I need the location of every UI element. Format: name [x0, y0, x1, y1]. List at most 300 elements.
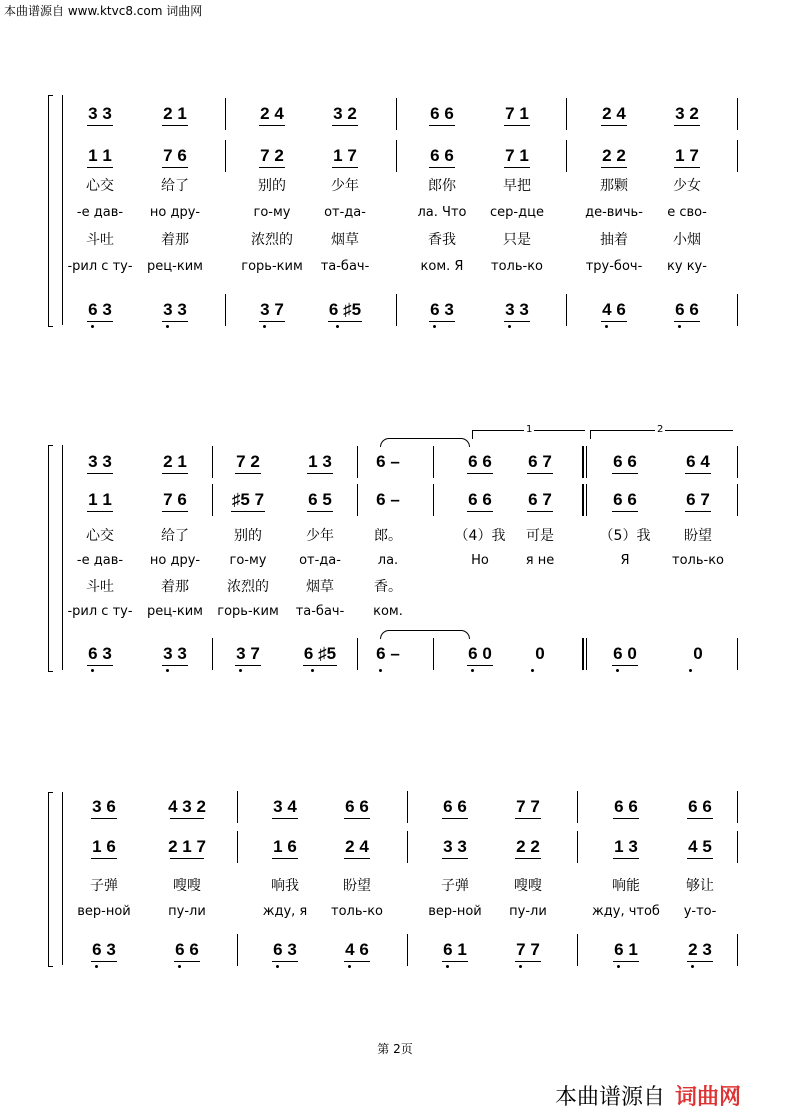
lyric-line-2: от-да-	[324, 205, 366, 220]
lyric-line-1: 盼望	[343, 878, 371, 894]
lyric-line-2: от-да-	[299, 553, 341, 568]
bar-line	[577, 934, 578, 966]
beam-underline	[170, 858, 204, 859]
bar-line	[737, 98, 738, 130]
beam-underline	[307, 511, 333, 512]
bar-line	[212, 638, 213, 670]
system-bracket	[48, 95, 53, 327]
beam-underline	[687, 961, 713, 962]
lyric-line-3: 烟草	[331, 232, 359, 248]
lyric-line-3: 着那	[161, 579, 189, 595]
beam-underline	[162, 167, 188, 168]
note-group-bot: 3 3	[163, 300, 187, 319]
repeat-bar-line	[582, 484, 584, 516]
lyric-line-4: тру-боч-	[585, 259, 643, 274]
beam-underline	[259, 321, 285, 322]
lyric-line-1: 响能	[612, 878, 640, 894]
beam-underline	[429, 167, 455, 168]
lyric-line-1: （5）我	[599, 528, 651, 544]
lyric-line-2: ла.	[377, 553, 399, 568]
beam-underline	[259, 125, 285, 126]
lyric-line-2: -е дав-	[76, 205, 124, 220]
beam-underline	[687, 818, 713, 819]
beam-underline	[527, 473, 553, 474]
beam-underline	[601, 321, 627, 322]
note-group-top: 2 4	[602, 104, 626, 123]
note-group-mid: 2 1 7	[168, 837, 206, 856]
note-group-bot: 6 3	[92, 940, 116, 959]
beam-underline	[303, 665, 337, 666]
lyric-line-2: жду, я	[262, 904, 308, 919]
bar-line	[212, 484, 213, 516]
system-bracket	[48, 445, 53, 672]
note-group-mid: ♯5 7	[231, 490, 265, 509]
note-group-mid: 1 7	[333, 146, 357, 165]
page-number: 第 2页	[377, 1042, 413, 1056]
note-group-bot: 3 3	[505, 300, 529, 319]
lyric-line-3: 只是	[503, 232, 531, 248]
lyric-line-4: та-бач-	[295, 604, 345, 619]
note-group-top: 6 4	[686, 452, 710, 471]
note-group-bot: 3 7	[260, 300, 284, 319]
lower-octave-dot	[446, 965, 449, 968]
lyric-line-3: 斗吐	[86, 579, 114, 595]
note-group-bot: 6 3	[273, 940, 297, 959]
bar-line	[566, 98, 567, 130]
bar-line	[237, 791, 238, 823]
lyric-line-4: рец-ким	[147, 259, 203, 274]
system-bracket	[48, 792, 53, 967]
beam-underline	[162, 511, 188, 512]
note-group-top: 1 3	[308, 452, 332, 471]
bar-line	[225, 98, 226, 130]
note-group-top: 2 1	[163, 452, 187, 471]
beam-underline	[87, 125, 113, 126]
lyric-line-2: у-то-	[683, 904, 717, 919]
lyric-line-1: 够让	[686, 878, 714, 894]
bar-line	[737, 934, 738, 966]
lyric-line-1: 嗖嗖	[514, 878, 542, 894]
beam-underline	[87, 321, 113, 322]
bar-line	[237, 831, 238, 863]
watermark	[555, 1080, 741, 1111]
note-group-mid: 7 6	[163, 490, 187, 509]
lyric-line-1: 子弹	[441, 878, 469, 894]
bar-line	[566, 140, 567, 172]
beam-underline	[504, 125, 530, 126]
note-group-bot: 6 ♯5	[328, 300, 362, 319]
note-group-bot: 2 3	[688, 940, 712, 959]
bar-line	[586, 446, 587, 478]
bar-line	[357, 484, 358, 516]
note-group-top: 2 4	[260, 104, 284, 123]
beam-underline	[235, 665, 261, 666]
note-group-mid: 7 6	[163, 146, 187, 165]
beam-underline	[87, 511, 113, 512]
note-group-mid: 6 7	[686, 490, 710, 509]
lyric-line-3: 斗吐	[86, 232, 114, 248]
beam-underline	[685, 511, 711, 512]
beam-underline	[674, 321, 700, 322]
note-group-mid: 4 5	[688, 837, 712, 856]
beam-underline	[613, 858, 639, 859]
note-group-mid: 3 3	[443, 837, 467, 856]
bar-line	[586, 638, 587, 670]
beam-underline	[344, 818, 370, 819]
beam-underline	[674, 167, 700, 168]
lyric-line-2: Я	[620, 553, 630, 568]
lower-octave-dot	[691, 965, 694, 968]
lyric-line-1: 盼望	[684, 528, 712, 544]
beam-underline	[344, 858, 370, 859]
lyric-line-2: го-му	[229, 553, 267, 568]
note-group-mid: 7 2	[260, 146, 284, 165]
beam-underline	[272, 818, 298, 819]
beam-underline	[467, 473, 493, 474]
lyric-line-2: е сво-	[667, 205, 707, 220]
beam-underline	[235, 473, 261, 474]
lyric-line-2: пу-ли	[509, 904, 547, 919]
lyric-line-1: 响我	[271, 878, 299, 894]
lower-octave-dot	[336, 325, 339, 328]
beam-underline	[259, 167, 285, 168]
volta-number-2: 2	[657, 424, 664, 435]
beam-underline	[91, 818, 117, 819]
lower-octave-dot	[433, 325, 436, 328]
bar-line	[407, 791, 408, 823]
note-group-bot: 6 –	[376, 644, 400, 663]
lower-octave-dot	[276, 965, 279, 968]
bar-line	[407, 831, 408, 863]
note-group-bot: 6 1	[614, 940, 638, 959]
note-group-bot: 6 1	[443, 940, 467, 959]
bar-line	[737, 140, 738, 172]
bar-line	[577, 791, 578, 823]
lower-octave-dot	[166, 669, 169, 672]
note-group-top: 7 2	[236, 452, 260, 471]
note-group-top: 2 1	[163, 104, 187, 123]
lower-octave-dot	[91, 669, 94, 672]
note-group-top: 6 6	[443, 797, 467, 816]
note-group-top: 3 2	[675, 104, 699, 123]
note-group-top: 7 1	[505, 104, 529, 123]
note-group-mid: 6 5	[308, 490, 332, 509]
note-group-bot: 4 6	[602, 300, 626, 319]
lyric-line-4: ку ку-	[667, 259, 707, 274]
lower-octave-dot	[178, 965, 181, 968]
lyric-line-1: 别的	[234, 528, 262, 544]
beam-underline	[307, 473, 333, 474]
bar-line	[237, 934, 238, 966]
note-group-top: 3 6	[92, 797, 116, 816]
note-group-top: 6 –	[376, 452, 400, 471]
beam-underline	[344, 961, 370, 962]
lyric-line-1: 少年	[331, 178, 359, 194]
note-group-mid: 1 3	[614, 837, 638, 856]
lyric-line-1: 子弹	[90, 878, 118, 894]
note-group-top: 3 3	[88, 452, 112, 471]
lyric-line-1: 早把	[503, 178, 531, 194]
lyric-line-2: вер-ной	[428, 904, 482, 919]
system-start-line	[62, 792, 63, 965]
lower-octave-dot	[519, 965, 522, 968]
note-group-mid: 1 1	[88, 146, 112, 165]
beam-underline	[272, 961, 298, 962]
bar-line	[737, 446, 738, 478]
repeat-bar-line	[582, 638, 584, 670]
lyric-line-1: 给了	[161, 178, 189, 194]
beam-underline	[162, 125, 188, 126]
lyric-line-1: 心交	[86, 528, 114, 544]
lyric-line-4: горь-ким	[241, 259, 303, 274]
bar-line	[586, 484, 587, 516]
bar-line	[737, 294, 738, 326]
lower-octave-dot	[239, 669, 242, 672]
note-group-top: 6 6	[614, 797, 638, 816]
beam-underline	[332, 167, 358, 168]
note-group-top: 4 3 2	[168, 797, 206, 816]
beam-underline	[515, 818, 541, 819]
lyric-line-2: -е дав-	[76, 553, 124, 568]
lower-octave-dot	[91, 325, 94, 328]
lyric-line-3: 浓烈的	[227, 579, 269, 595]
lyric-line-3: 小烟	[673, 232, 701, 248]
lyric-line-4: ком. Я	[420, 259, 464, 274]
note-group-bot: 6 3	[430, 300, 454, 319]
note-group-mid: 1 6	[92, 837, 116, 856]
lower-octave-dot	[95, 965, 98, 968]
lyric-line-1: 少女	[673, 178, 701, 194]
lower-octave-dot	[605, 325, 608, 328]
lyric-line-3: 烟草	[306, 579, 334, 595]
lyric-line-3: 着那	[161, 232, 189, 248]
lyric-line-4: -рил с ту-	[67, 604, 133, 619]
bar-line	[225, 140, 226, 172]
beam-underline	[91, 961, 117, 962]
note-group-mid: 6 7	[528, 490, 552, 509]
lyric-line-1: 郎。	[374, 528, 402, 544]
note-group-top: 3 4	[273, 797, 297, 816]
note-group-mid: 6 –	[376, 490, 400, 509]
beam-underline	[685, 473, 711, 474]
bar-line	[357, 446, 358, 478]
lower-octave-dot	[263, 325, 266, 328]
lyric-line-1: 可是	[526, 528, 554, 544]
beam-underline	[429, 125, 455, 126]
lower-octave-dot	[471, 669, 474, 672]
note-group-mid: 1 1	[88, 490, 112, 509]
beam-underline	[272, 858, 298, 859]
bar-line	[225, 294, 226, 326]
bar-line	[396, 140, 397, 172]
beam-underline	[674, 125, 700, 126]
bar-line	[212, 446, 213, 478]
note-group-top: 3 3	[88, 104, 112, 123]
lyric-line-2: де-вичь-	[585, 205, 643, 220]
beam-underline	[612, 665, 638, 666]
lyric-line-1: 嗖嗖	[173, 878, 201, 894]
beam-underline	[612, 473, 638, 474]
beam-underline	[170, 818, 204, 819]
bar-line	[433, 638, 434, 670]
beam-underline	[467, 665, 493, 666]
note-group-top: 6 6	[613, 452, 637, 471]
lyric-line-1: 那颗	[600, 178, 628, 194]
lyric-line-4: горь-ким	[217, 604, 279, 619]
lyric-line-2: вер-ной	[77, 904, 131, 919]
lower-octave-dot	[617, 965, 620, 968]
lower-octave-dot	[348, 965, 351, 968]
bar-line	[737, 791, 738, 823]
beam-underline	[87, 665, 113, 666]
note-group-bot: 6 6	[175, 940, 199, 959]
bar-line	[566, 294, 567, 326]
lower-octave-dot	[311, 669, 314, 672]
lyric-line-4: та-бач-	[320, 259, 370, 274]
beam-underline	[467, 511, 493, 512]
beam-underline	[442, 858, 468, 859]
note-group-bot: 7 7	[516, 940, 540, 959]
note-group-top: 6 6	[468, 452, 492, 471]
note-group-bot: 6 ♯5	[303, 644, 337, 663]
lyric-line-1: 心交	[86, 178, 114, 194]
note-group-bot: 3 7	[236, 644, 260, 663]
beam-underline	[515, 961, 541, 962]
note-group-top: 6 6	[345, 797, 369, 816]
lower-octave-dot	[379, 669, 382, 672]
beam-underline	[91, 858, 117, 859]
bar-line	[396, 294, 397, 326]
lower-octave-dot	[689, 669, 692, 672]
beam-underline	[612, 511, 638, 512]
note-group-bot: 4 6	[345, 940, 369, 959]
beam-underline	[328, 321, 362, 322]
beam-underline	[442, 961, 468, 962]
beam-underline	[601, 167, 627, 168]
beam-underline	[687, 858, 713, 859]
lyric-line-2: пу-ли	[168, 904, 206, 919]
lyric-line-4: -рил с ту-	[67, 259, 133, 274]
lyric-line-3: 抽着	[600, 232, 628, 248]
lyric-line-4: рец-ким	[147, 604, 203, 619]
bar-line	[737, 638, 738, 670]
lyric-line-2: я не	[525, 553, 555, 568]
tie-mark	[380, 630, 470, 639]
beam-underline	[231, 511, 265, 512]
lyric-line-1: 少年	[306, 528, 334, 544]
beam-underline	[429, 321, 455, 322]
note-group-mid: 7 1	[505, 146, 529, 165]
lyric-line-1: 给了	[161, 528, 189, 544]
note-group-mid: 2 2	[602, 146, 626, 165]
beam-underline	[527, 511, 553, 512]
note-group-mid: 2 4	[345, 837, 369, 856]
lyric-line-4: ком.	[373, 604, 403, 619]
lyric-line-2: толь-ко	[672, 553, 724, 568]
volta-number-1: 1	[526, 424, 533, 435]
lyric-line-3: 浓烈的	[251, 232, 293, 248]
note-group-mid: 6 6	[430, 146, 454, 165]
tie-mark	[380, 438, 470, 447]
lyric-line-3: 香。	[374, 579, 402, 595]
note-group-bot: 3 3	[163, 644, 187, 663]
bar-line	[396, 98, 397, 130]
beam-underline	[162, 473, 188, 474]
lyric-line-2: но дру-	[149, 205, 201, 220]
note-group-top: 6 7	[528, 452, 552, 471]
lyric-line-2: но дру-	[149, 553, 201, 568]
note-group-bot: 6 0	[613, 644, 637, 663]
lower-octave-dot	[508, 325, 511, 328]
lower-octave-dot	[166, 325, 169, 328]
note-group-top: 7 7	[516, 797, 540, 816]
note-group-mid: 1 6	[273, 837, 297, 856]
lyric-line-1: （4）我	[454, 528, 506, 544]
lyric-line-2: жду, чтоб	[592, 904, 660, 919]
beam-underline	[174, 961, 200, 962]
lyric-line-1: 别的	[258, 178, 286, 194]
bar-line	[357, 638, 358, 670]
lyric-line-2: Но	[471, 553, 489, 568]
lyric-line-4: толь-ко	[491, 259, 543, 274]
lyric-line-2: го-му	[253, 205, 291, 220]
note-group-mid: 2 2	[516, 837, 540, 856]
note-group-bot: 6 6	[675, 300, 699, 319]
lyric-line-2: толь-ко	[331, 904, 383, 919]
lower-octave-dot	[616, 669, 619, 672]
watermark-left: 本曲谱源自	[555, 1085, 666, 1110]
lower-octave-dot	[531, 669, 534, 672]
lyric-line-2: сер-дце	[490, 205, 544, 220]
watermark-right: 词曲网	[675, 1085, 742, 1110]
note-group-top: 6 6	[430, 104, 454, 123]
bar-line	[433, 446, 434, 478]
lyric-line-3: 香我	[428, 232, 456, 248]
note-group-bot: 0	[693, 644, 703, 663]
bar-line	[433, 484, 434, 516]
lyric-line-2: ла. Что	[417, 205, 467, 220]
beam-underline	[613, 818, 639, 819]
beam-underline	[613, 961, 639, 962]
beam-underline	[162, 665, 188, 666]
beam-underline	[601, 125, 627, 126]
note-group-mid: 1 7	[675, 146, 699, 165]
site-header: 本曲谱源自 www.ktvc8.com 词曲网	[4, 4, 203, 18]
bar-line	[577, 831, 578, 863]
beam-underline	[87, 473, 113, 474]
bar-line	[407, 934, 408, 966]
beam-underline	[504, 321, 530, 322]
note-group-bot: 6 3	[88, 644, 112, 663]
beam-underline	[162, 321, 188, 322]
note-group-bot: 6 0	[468, 644, 492, 663]
note-group-top: 3 2	[333, 104, 357, 123]
beam-underline	[504, 167, 530, 168]
note-group-mid: 6 6	[468, 490, 492, 509]
bar-line	[737, 484, 738, 516]
note-group-mid: 6 6	[613, 490, 637, 509]
beam-underline	[515, 858, 541, 859]
lyric-line-1: 郎你	[428, 178, 456, 194]
beam-underline	[87, 167, 113, 168]
bar-line	[737, 831, 738, 863]
beam-underline	[442, 818, 468, 819]
lower-octave-dot	[678, 325, 681, 328]
note-group-top: 6 6	[688, 797, 712, 816]
repeat-bar-line	[582, 446, 584, 478]
beam-underline	[332, 125, 358, 126]
note-group-bot: 0	[535, 644, 545, 663]
